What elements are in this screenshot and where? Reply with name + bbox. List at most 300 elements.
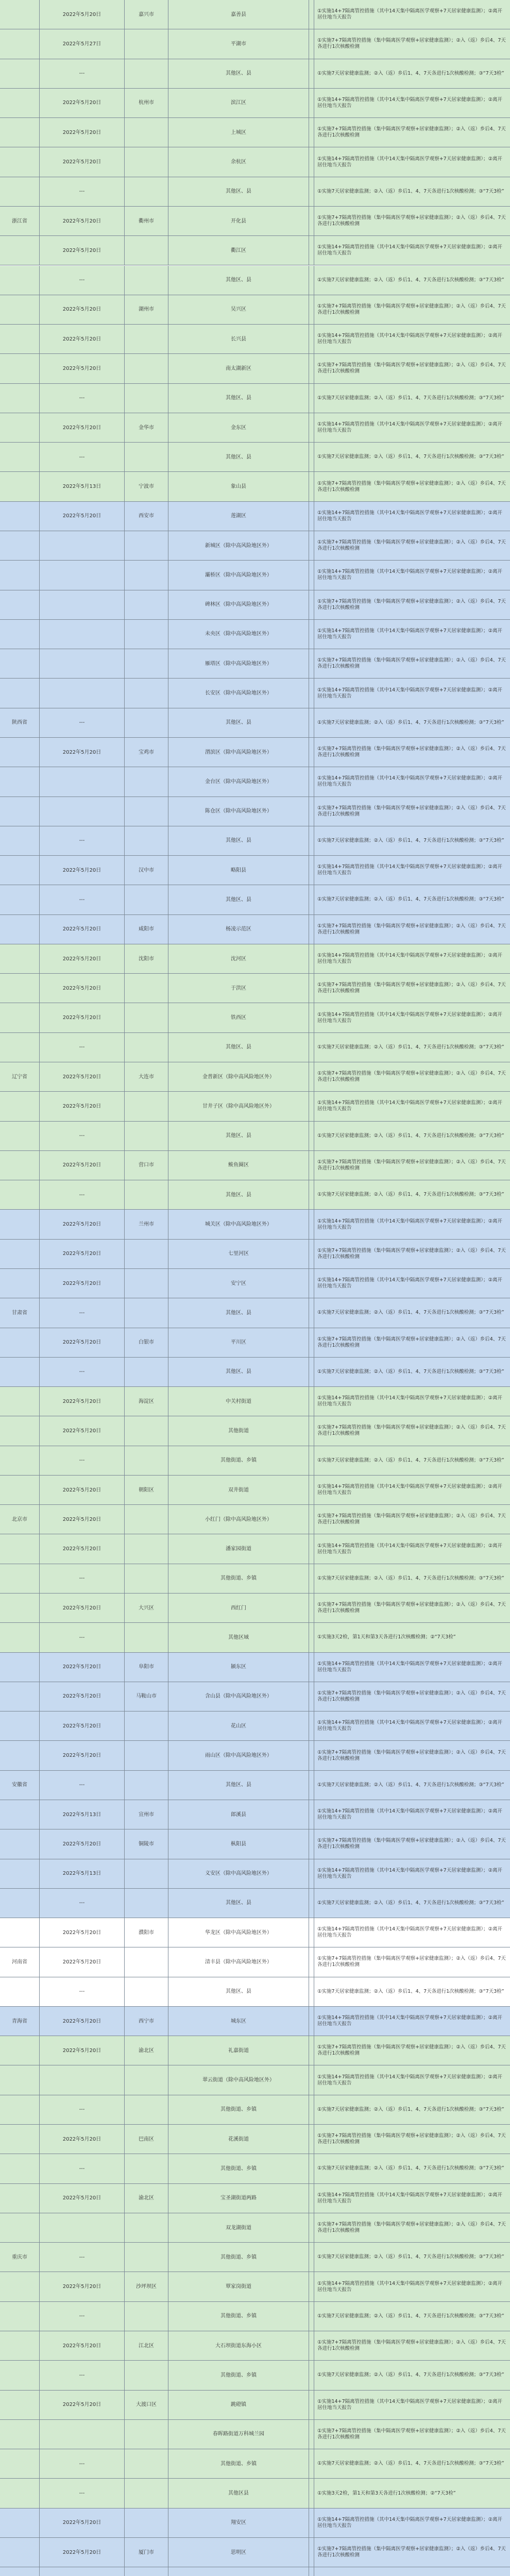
date-cell: 2022年5月20日 xyxy=(40,2125,125,2154)
date-cell: 2022年5月20日 xyxy=(40,1092,125,1121)
city-cell xyxy=(125,590,168,619)
policy-cell: ①实施14+7隔离管控措施（其中14天集中隔离医学观察+7天居家健康监测）；②离开居住地当天报告 xyxy=(317,1277,502,1290)
policy-cell: ①实施14+7隔离管控措施（其中14天集中隔离医学观察+7天居家健康监测）；②离开居住地当天报告 xyxy=(317,8,502,21)
table-row xyxy=(0,2331,510,2361)
province-cell xyxy=(0,767,40,796)
policy-cell: ①实施14+7隔离管控措施（其中14天集中隔离医学观察+7天居家健康监测）；②离开居住地当天报告 xyxy=(317,864,502,876)
city-cell xyxy=(125,767,168,796)
policy-cell: ①实施7+7隔离管控措施（集中隔离医学观察+居家健康监测）；②入（返）乡后4、7天各进行1次核酸检测 xyxy=(317,2546,506,2558)
table-row xyxy=(0,738,510,767)
province-cell xyxy=(0,1358,40,1386)
table-row xyxy=(0,384,510,413)
date-cell xyxy=(40,2420,125,2449)
table-row xyxy=(0,1947,510,1977)
date-cell xyxy=(40,561,125,589)
province-cell xyxy=(0,1387,40,1416)
area-cell: 吴兴区 xyxy=(168,295,309,324)
table-row xyxy=(0,207,510,236)
date-cell: 2022年5月20日 xyxy=(40,118,125,147)
divider-cell xyxy=(309,649,314,678)
divider-cell xyxy=(309,207,314,235)
divider-cell xyxy=(309,1505,314,1534)
province-cell xyxy=(0,649,40,678)
city-cell: 沙坪坝区 xyxy=(125,2272,168,2301)
policy-cell: ①实施7+7隔离管控措施（集中隔离医学观察+居家健康监测）；②入（返）乡后4、7天各进行1次核酸检测 xyxy=(317,362,506,375)
divider-cell xyxy=(309,1594,314,1622)
province-cell xyxy=(0,1416,40,1445)
policy-cell: ①实施14+7隔离管控措施（其中14天集中隔离医学观察+7天居家健康监测）；②离开居住地当天报告 xyxy=(317,96,502,109)
area-cell: 衢江区 xyxy=(168,236,309,265)
divider-cell xyxy=(309,1476,314,1504)
policy-cell: ①实施7+7隔离管控措施（集中隔离医学观察+居家健康监测）；②入（返）乡后4、7天各进行1次核酸检测 xyxy=(317,2044,506,2057)
divider-cell xyxy=(309,1829,314,1858)
province-cell xyxy=(0,2184,40,2213)
city-cell: 厦门市 xyxy=(125,2538,168,2567)
area-cell: 花溪街道 xyxy=(168,2125,309,2154)
table-row xyxy=(0,2125,510,2154)
city-cell xyxy=(125,708,168,737)
province-cell xyxy=(0,1829,40,1858)
area-cell: 翔安区 xyxy=(168,2509,309,2537)
table-row xyxy=(0,944,510,974)
city-cell: 西宁市 xyxy=(125,2007,168,2036)
area-cell: 大石坝街道东海小区 xyxy=(168,2331,309,2360)
date-cell: 2022年5月20日 xyxy=(40,2184,125,2213)
area-cell: 其他区、县 xyxy=(168,443,309,471)
area-cell: 其他区、县 xyxy=(168,59,309,88)
divider-cell xyxy=(309,1210,314,1239)
policy-cell: ①实施7+7隔离管控措施（集中隔离医学观察+居家健康监测）；②入（返）乡后4、7天各进行1次核酸检测 xyxy=(317,1690,506,1702)
divider-cell xyxy=(309,2213,314,2242)
city-cell: 大渡口区 xyxy=(125,2391,168,2419)
divider-cell xyxy=(309,2479,314,2507)
policy-cell: ①实施7+7隔离管控措施（集中隔离医学观察+居家健康监测）；②入（返）乡后4、7天各进行1次核酸检测 xyxy=(317,1513,506,1526)
date-cell xyxy=(40,2213,125,2242)
city-cell: 沈阳市 xyxy=(125,944,168,973)
policy-cell: ①实施3天2检，第1天和第3天各进行1次核酸检测；②“7天3检” xyxy=(317,1634,456,1640)
divider-cell xyxy=(309,1269,314,1298)
province-cell: 河南省 xyxy=(0,1947,40,1976)
table-row xyxy=(0,2420,510,2449)
area-cell: 春晖路街道万科城兰园 xyxy=(168,2420,309,2449)
table-row xyxy=(0,59,510,89)
date-cell: 2022年5月13日 xyxy=(40,1859,125,1888)
divider-cell xyxy=(309,177,314,206)
city-cell: 湖州市 xyxy=(125,295,168,324)
city-cell: 马鞍山市 xyxy=(125,1682,168,1711)
city-cell xyxy=(125,2479,168,2507)
area-cell: 莲湖区 xyxy=(168,502,309,531)
table-row xyxy=(0,266,510,295)
divider-cell xyxy=(309,2272,314,2301)
date-cell: --- xyxy=(40,2095,125,2124)
area-cell: 滨江区 xyxy=(168,89,309,117)
divider-cell xyxy=(309,2449,314,2478)
city-cell: 阜阳市 xyxy=(125,1653,168,1682)
table-row xyxy=(0,2479,510,2508)
province-cell: 安徽省 xyxy=(0,1771,40,1800)
divider-cell xyxy=(309,679,314,707)
table-row xyxy=(0,767,510,796)
table-row xyxy=(0,0,510,29)
area-cell: 西红门 xyxy=(168,1594,309,1622)
date-cell: --- xyxy=(40,1977,125,2006)
divider-cell xyxy=(309,974,314,1003)
area-cell: 覃家岗街道 xyxy=(168,2272,309,2301)
area-cell: 平川区 xyxy=(168,1328,309,1357)
policy-cell: ①实施14+7隔离管控措施（其中14天集中隔离医学观察+7天居家健康监测）；②离开居住地当天报告 xyxy=(317,1660,502,1673)
table-row xyxy=(0,915,510,944)
date-cell: --- xyxy=(40,1623,125,1652)
policy-cell: ①实施14+7隔离管控措施（其中14天集中隔离医学观察+7天居家健康监测）；②离开居住地当天报告 xyxy=(317,421,502,434)
policy-cell: ①实施14+7隔离管控措施（其中14天集中隔离医学观察+7天居家健康监测）；②离开居住地当天报告 xyxy=(317,1926,502,1939)
table-row xyxy=(0,325,510,354)
city-cell xyxy=(125,1092,168,1121)
divider-cell xyxy=(309,620,314,649)
date-cell: 2022年5月20日 xyxy=(40,2538,125,2567)
province-cell xyxy=(0,325,40,353)
table-row xyxy=(0,885,510,914)
date-cell: 2022年5月20日 xyxy=(40,1151,125,1180)
table-row xyxy=(0,2184,510,2213)
table-row xyxy=(0,1564,510,1594)
divider-cell xyxy=(309,236,314,265)
date-cell: 2022年5月20日 xyxy=(40,207,125,235)
policy-cell: ①实施14+7隔离管控措施（其中14天集中隔离医学观察+7天居家健康监测）；②离开居住地当天报告 xyxy=(317,2074,502,2086)
policy-cell: ①实施14+7隔离管控措施（其中14天集中隔离医学观察+7天居家健康监测）；②离开居住地当天报告 xyxy=(317,2015,502,2027)
policy-cell: ①实施14+7隔离管控措施（其中14天集中隔离医学观察+7天居家健康监测）；②离开居住地当天报告 xyxy=(317,156,502,168)
table-row xyxy=(0,29,510,59)
table-row xyxy=(0,1328,510,1358)
city-cell xyxy=(125,1534,168,1563)
province-cell xyxy=(0,2036,40,2065)
area-cell: 其他区、县 xyxy=(168,1033,309,1062)
table-row xyxy=(0,1623,510,1652)
area-cell: 雨山区（除中高风险地区外） xyxy=(168,1741,309,1770)
area-cell: 义安区（除中高风险地区外） xyxy=(168,1859,309,1888)
divider-cell xyxy=(309,2567,314,2576)
area-cell: 双井街道 xyxy=(168,1476,309,1504)
city-cell: 西安市 xyxy=(125,502,168,531)
divider-cell xyxy=(309,29,314,58)
area-cell: 上城区 xyxy=(168,118,309,147)
city-cell xyxy=(125,1033,168,1062)
divider-cell xyxy=(309,1180,314,1209)
table-row xyxy=(0,1269,510,1298)
city-cell xyxy=(125,1122,168,1150)
date-cell: 2022年5月20日 xyxy=(40,1534,125,1563)
city-cell xyxy=(125,1416,168,1445)
divider-cell xyxy=(309,2509,314,2537)
policy-cell: ①实施3天2检，第1天和第3天各进行1次核酸检测；②“7天3检” xyxy=(317,2490,456,2496)
date-cell: 2022年5月20日 xyxy=(40,2036,125,2065)
divider-cell xyxy=(309,1387,314,1416)
table-row xyxy=(0,89,510,118)
area-cell: 其他区、县 xyxy=(168,1771,309,1800)
table-row xyxy=(0,1682,510,1711)
area-cell: 未央区（除中高风险地区外） xyxy=(168,620,309,649)
divider-cell xyxy=(309,118,314,147)
area-cell: 象山县 xyxy=(168,472,309,501)
policy-cell: ①实施7天居家健康监测；②入（返）乡后1、4、7天各进行1次核酸检测；③“7天3检” xyxy=(317,896,504,903)
policy-cell: ①实施7+7隔离管控措施（集中隔离医学观察+居家健康监测）；②入（返）乡后4、7天各进行1次核酸检测 xyxy=(317,1838,506,1850)
city-cell xyxy=(125,649,168,678)
table-row xyxy=(0,620,510,649)
date-cell: 2022年5月20日 xyxy=(40,1505,125,1534)
province-cell xyxy=(0,2391,40,2419)
date-cell: 2022年5月20日 xyxy=(40,1416,125,1445)
table-row xyxy=(0,1889,510,1918)
area-cell: 含山县（除中高风险地区外） xyxy=(168,1682,309,1711)
table-row xyxy=(0,236,510,265)
province-cell xyxy=(0,502,40,531)
province-cell xyxy=(0,2420,40,2449)
province-cell xyxy=(0,2154,40,2183)
city-cell: 宣州市 xyxy=(125,1800,168,1829)
province-cell xyxy=(0,826,40,855)
policy-cell: ①实施7天居家健康监测；②入（返）乡后1、4、7天各进行1次核酸检测；③“7天3检” xyxy=(317,2165,504,2172)
date-cell: 2022年5月20日 xyxy=(40,2007,125,2036)
area-cell: 其他街道、乡镇 xyxy=(168,2361,309,2389)
area-cell: 于洪区 xyxy=(168,974,309,1003)
divider-cell xyxy=(309,1623,314,1652)
date-cell: 2022年5月20日 xyxy=(40,1741,125,1770)
policy-cell: ①实施7天居家健康监测；②入（返）乡后1、4、7天各进行1次核酸检测；③“7天3检” xyxy=(317,2254,504,2260)
table-row xyxy=(0,2007,510,2036)
area-cell: 长兴县 xyxy=(168,325,309,353)
table-row xyxy=(0,413,510,443)
date-cell: 2022年5月20日 xyxy=(40,2509,125,2537)
policy-cell: ①实施14+7隔离管控措施（其中14天集中隔离医学观察+7天居家健康监测）；②离开居住地当天报告 xyxy=(317,1808,502,1821)
table-row xyxy=(0,2567,510,2576)
table-row xyxy=(0,1358,510,1387)
table-row xyxy=(0,1800,510,1829)
area-cell: 金东区 xyxy=(168,413,309,442)
policy-cell: ①实施7天居家健康监测；②入（返）乡后1、4、7天各进行1次核酸检测；③“7天3检” xyxy=(317,1900,504,1906)
divider-cell xyxy=(309,1033,314,1062)
divider-cell xyxy=(309,295,314,324)
divider-cell xyxy=(309,2036,314,2065)
area-cell: 金台区（除中高风险地区外） xyxy=(168,767,309,796)
province-cell xyxy=(0,974,40,1003)
divider-cell xyxy=(309,2007,314,2036)
area-cell: 其他区、县 xyxy=(168,826,309,855)
policy-cell: ①实施7天居家健康监测；②入（返）乡后1、4、7天各进行1次核酸检测；③“7天3检” xyxy=(317,1575,504,1581)
province-cell xyxy=(0,797,40,826)
divider-cell xyxy=(309,1653,314,1682)
area-cell: 城东区 xyxy=(168,2007,309,2036)
area-cell: 宝圣湖街道两路 xyxy=(168,2184,309,2213)
divider-cell xyxy=(309,2302,314,2331)
date-cell: --- xyxy=(40,1446,125,1475)
policy-cell: ①实施7+7隔离管控措施（集中隔离医学观察+居家健康监测）；②入（返）乡后4、7天各进行1次核酸检测 xyxy=(317,1247,506,1260)
province-cell xyxy=(0,118,40,147)
policy-cell: ①实施7+7隔离管控措施（集中隔离医学观察+居家健康监测）；②入（返）乡后4、7天各进行1次核酸检测 xyxy=(317,805,506,817)
table-row xyxy=(0,2538,510,2567)
policy-cell: ①实施7+7隔离管控措施（集中隔离医学观察+居家健康监测）；②入（返）乡后4、7天各进行1次核酸检测 xyxy=(317,598,506,611)
city-cell xyxy=(125,236,168,265)
date-cell: 2022年5月20日 xyxy=(40,2272,125,2301)
city-cell: 嘉兴市 xyxy=(125,0,168,29)
date-cell xyxy=(40,679,125,707)
divider-cell xyxy=(309,561,314,589)
city-cell: 江北区 xyxy=(125,2331,168,2360)
date-cell: --- xyxy=(40,1180,125,1209)
divider-cell xyxy=(309,1711,314,1740)
policy-cell: ①实施7+7隔离管控措施（集中隔离医学观察+居家健康监测）；②入（返）乡后4、7天各进行1次核酸检测 xyxy=(317,1159,506,1171)
province-cell xyxy=(0,29,40,58)
area-cell: 其他街道、乡镇 xyxy=(168,2243,309,2272)
province-cell xyxy=(0,2302,40,2331)
divider-cell xyxy=(309,1122,314,1150)
divider-cell xyxy=(309,531,314,560)
city-cell xyxy=(125,1505,168,1534)
divider-cell xyxy=(309,1889,314,1918)
city-cell xyxy=(125,1741,168,1770)
divider-cell xyxy=(309,590,314,619)
province-cell xyxy=(0,2272,40,2301)
area-cell: 其他街道、乡镇 xyxy=(168,2449,309,2478)
divider-cell xyxy=(309,384,314,413)
divider-cell xyxy=(309,0,314,29)
province-cell xyxy=(0,1180,40,1209)
area-cell: 翠云街道（除中高风险地区外） xyxy=(168,2065,309,2094)
city-cell: 海淀区 xyxy=(125,1387,168,1416)
policy-cell: ①实施14+7隔离管控措施（其中14天集中隔离医学观察+7天居家健康监测）；②离开居住地当天报告 xyxy=(317,1543,502,1555)
area-cell: 余杭区 xyxy=(168,147,309,176)
date-cell: --- xyxy=(40,1122,125,1150)
area-cell: 嘉善县 xyxy=(168,0,309,29)
area-cell: 长安区（除中高风险地区外） xyxy=(168,679,309,707)
divider-cell xyxy=(309,738,314,767)
table-row xyxy=(0,1476,510,1505)
table-row xyxy=(0,502,510,531)
table-row xyxy=(0,1711,510,1741)
table-row xyxy=(0,856,510,885)
policy-cell: ①实施7+7隔离管控措施（集中隔离医学观察+居家健康监测）；②入（返）乡后4、7天各进行1次核酸检测 xyxy=(317,1071,506,1083)
divider-cell xyxy=(309,2538,314,2567)
policy-cell: ①实施14+7隔离管控措施（其中14天集中隔离医学观察+7天居家健康监测）；②离开居住地当天报告 xyxy=(317,2280,502,2293)
date-cell: --- xyxy=(40,2479,125,2507)
table-row xyxy=(0,1180,510,1210)
divider-cell xyxy=(309,856,314,885)
province-cell xyxy=(0,1977,40,2006)
date-cell xyxy=(40,2065,125,2094)
date-cell: --- xyxy=(40,2154,125,2183)
province-cell xyxy=(0,2331,40,2360)
city-cell: 宝鸡市 xyxy=(125,738,168,767)
city-cell: 咸阳市 xyxy=(125,915,168,944)
policy-cell: ①实施7+7隔离管控措施（集中隔离医学观察+居家健康监测）；②入（返）乡后4、7天各进行1次核酸检测 xyxy=(317,1749,506,1761)
city-cell xyxy=(125,1623,168,1652)
province-cell xyxy=(0,472,40,501)
area-cell: 铁西区 xyxy=(168,1003,309,1032)
area-cell: 其他区、县 xyxy=(168,708,309,737)
date-cell: 2022年5月20日 xyxy=(40,1328,125,1357)
table-row xyxy=(0,1771,510,1800)
city-cell xyxy=(125,2243,168,2272)
date-cell xyxy=(40,2567,125,2576)
policy-cell: ①实施7+7隔离管控措施（集中隔离医学观察+居家健康监测）；②入（返）乡后4、7天各进行1次核酸检测 xyxy=(317,923,506,935)
table-row xyxy=(0,2302,510,2331)
province-cell xyxy=(0,2567,40,2576)
table-row xyxy=(0,1122,510,1151)
policy-cell: ①实施7+7隔离管控措施（集中隔离医学观察+居家健康监测）；②入（返）乡后4、7天各进行1次核酸检测 xyxy=(317,480,506,493)
date-cell: 2022年5月20日 xyxy=(40,295,125,324)
divider-cell xyxy=(309,2184,314,2213)
date-cell xyxy=(40,649,125,678)
divider-cell xyxy=(309,325,314,353)
table-row xyxy=(0,118,510,147)
date-cell: 2022年5月20日 xyxy=(40,1210,125,1239)
divider-cell xyxy=(309,1918,314,1947)
date-cell: 2022年5月20日 xyxy=(40,944,125,973)
policy-cell: ①实施14+7隔离管控措施（其中14天集中隔离医学观察+7天居家健康监测）；②离开居住地当天报告 xyxy=(317,510,502,522)
city-cell xyxy=(125,1564,168,1593)
area-cell: 跳磴镇 xyxy=(168,2391,309,2419)
city-cell xyxy=(125,1859,168,1888)
divider-cell xyxy=(309,1947,314,1976)
date-cell: --- xyxy=(40,266,125,295)
city-cell xyxy=(125,1711,168,1740)
date-cell: 2022年5月20日 xyxy=(40,1003,125,1032)
province-cell xyxy=(0,354,40,383)
table-row xyxy=(0,443,510,472)
area-cell: 甘井子区（除中高风险地区外） xyxy=(168,1092,309,1121)
table-row xyxy=(0,1033,510,1062)
policy-cell: ①实施7+7隔离管控措施（集中隔离医学观察+居家健康监测）；②入（返）乡后4、7天各进行1次核酸检测 xyxy=(317,1425,506,1437)
divider-cell xyxy=(309,2420,314,2449)
city-cell xyxy=(125,2065,168,2094)
province-cell xyxy=(0,1122,40,1150)
area-cell: 清丰县（除中高风险地区外） xyxy=(168,1947,309,1976)
divider-cell xyxy=(309,1534,314,1563)
province-cell xyxy=(0,1003,40,1032)
area-cell: 安宁区 xyxy=(168,1269,309,1298)
table-row xyxy=(0,1977,510,2007)
area-cell: 其他街道、乡镇 xyxy=(168,1446,309,1475)
policy-cell: ①实施7+7隔离管控措施（集中隔离医学观察+居家健康监测）；②入（返）乡后4、7天各进行1次核酸检测 xyxy=(317,982,506,994)
city-cell xyxy=(125,1269,168,1298)
city-cell xyxy=(125,2509,168,2537)
province-cell xyxy=(0,1594,40,1622)
policy-cell: ①实施7天居家健康监测；②入（返）乡后1、4、7天各进行1次核酸检测；③“7天3检” xyxy=(317,395,504,401)
city-cell xyxy=(125,443,168,471)
date-cell: --- xyxy=(40,1564,125,1593)
divider-cell xyxy=(309,1298,314,1327)
area-cell: 双龙湖街道 xyxy=(168,2213,309,2242)
table-row xyxy=(0,2154,510,2183)
city-cell: 衢州市 xyxy=(125,207,168,235)
divider-cell xyxy=(309,1564,314,1593)
city-cell: 渝北区 xyxy=(125,2036,168,2065)
table-row xyxy=(0,679,510,708)
date-cell: 2022年5月20日 xyxy=(40,1269,125,1298)
area-cell: 其他区、县 xyxy=(168,1889,309,1918)
city-cell: 渝北区 xyxy=(125,2184,168,2213)
policy-cell: ①实施7+7隔离管控措施（集中隔离医学观察+居家健康监测）；②入（返）乡后4、7天各进行1次核酸检测 xyxy=(317,539,506,552)
area-cell: 其他街道 xyxy=(168,1416,309,1445)
area-cell: 其他街道、乡镇 xyxy=(168,2154,309,2183)
date-cell: 2022年5月20日 xyxy=(40,1711,125,1740)
province-cell xyxy=(0,2065,40,2094)
province-cell xyxy=(0,236,40,265)
table-row xyxy=(0,797,510,826)
date-cell: --- xyxy=(40,708,125,737)
province-cell xyxy=(0,1682,40,1711)
policy-cell: ①实施7天居家健康监测；②入（返）乡后1、4、7天各进行1次核酸检测；③“7天3检” xyxy=(317,2372,504,2378)
province-cell xyxy=(0,59,40,88)
